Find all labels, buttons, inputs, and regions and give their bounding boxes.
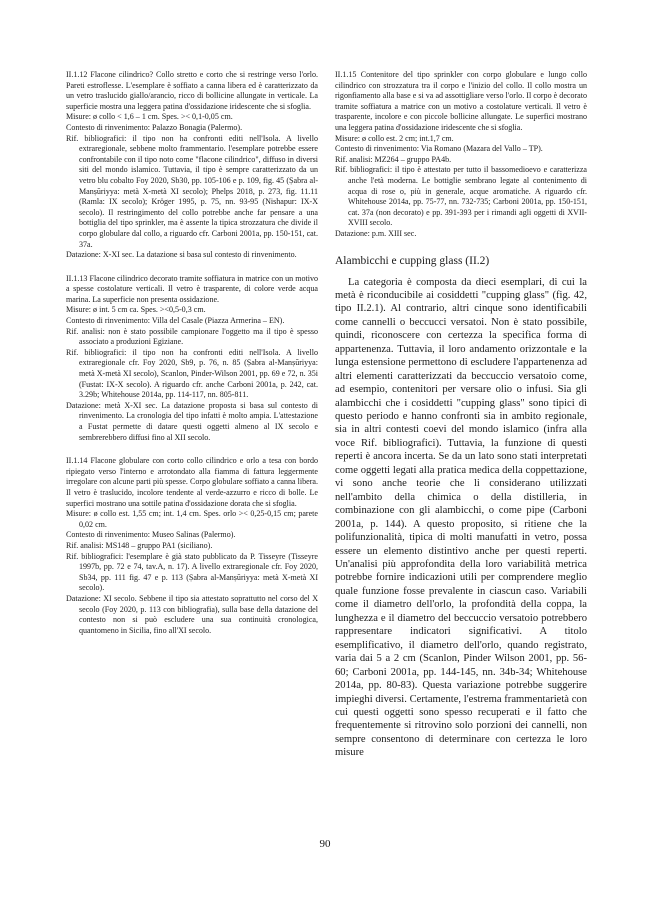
entry-measurements: Misure: ø collo < 1,6 – 1 cm. Spes. >< 0,1-0,05 cm. — [66, 112, 233, 122]
entry-dating: Datazione: metà X-XI sec. La datazione proposta si basa sul contesto di rinvenimento. La cronologia del tipo infatti è molto ampia. L'attestazione a Fustat permette di datare questi oggetti almeno al IX secolo e sembrerebbero diffusi fino al XII secolo. — [66, 400, 318, 442]
section-body-text: La categoria è composta da dieci esemplari, di cui la metà è riconducibile ai cosiddetti "cupping glass" (fig. 42, tipo II.2.1). Al contrario, altri cinque sono identificabili come cannelli o beccucci versatoi. Non è stato possibile, quindi, riconoscere con certezza la specifica forma di appartenenza. Tuttavia, il loro andamento orizzontale e la lunga estensione permettono di escludere l'appartenenza ad altri elementi caratterizzati da beccuccio versatoio come, ad esempio, contenitori per versare olio o infusi. Sia gli alambicchi che i cosiddetti "cupping glass" sono tipici di questo periodo e hanno confronti sia in ambito regionale, sia in altri contesti coevi del mondo islamico (infra alla voce Rif. bibliografici). Tuttavia, la funzione di questi reperti è ancora incerta. Se da un lato sono stati interpretati come oggetti legati alla pratica medica della coppettazione, vi sono anche teorie che li considerano utilizzati nell'ambito della chimica o della distilleria, in combinazione con gli alambicchi, o come pipe (Carboni 2001a, p. 144). A questo proposito, si ritiene che la polifunzionalità, tipica di molti manufatti in vetro, possa essere un elemento distintivo anche per questi reperti. Un'analisi più approfondita della loro variabilità metrica potrebbe fornire indicazioni utili per comprendere meglio quale funzione fosse prevalente in ciascun caso. Variabili come il diametro dell'orlo, la profondità della coppa, la lunghezza e il diametro del beccuccio versatoio potrebbero rappresentare indicatori significativi. A titolo esemplificativo, il diametro dell'orlo, quando registrato, varia dai 5 a 2 cm (Scanlon, Pinder Wilson 2001, pp. 56-60; Carboni 2001a, pp. 144-145, nn. 34b-34; Whitehouse 2014a, pp. 80-83). Questa variazione potrebbe suggerire impieghi diversi. Certamente, l'estrema frammentarietà con cui questi oggetti sono spesso recuperati e il fatto che frequentemente si ritrovino solo porzioni dei cannelli, non sempre consentono di determinare con certezza le loro misure — [335, 276, 587, 759]
left-column — [66, 70, 318, 649]
entry-bibliography: Rif. bibliografici: il tipo è attestato per tutto il bassomedioevo e caratterizza anche l'età moderna. Le bottiglie sembrano legate al contenimento di acqua di rose o, più in generale, acque aromatiche. A riguardo cfr. Whitehouse 2014a, pp. 75-77, nn. 732-735; Carboni 2001a, pp. 150-151, cat. 37a (non decorato) e pp. 391-393 per i rimandi agli oggetti di XVII-XVIII secolo. — [335, 165, 587, 228]
page-number: 90 — [319, 838, 331, 850]
entry-measurements: Misure: ø int. 5 cm ca. Spes. ><0,5-0,3 cm. — [66, 305, 206, 315]
entry-description: II.1.14 Flacone globulare con corto collo cilindrico e orlo a tesa con bordo ripiegato verso l'interno e arrotondato alla fiamma di fattura leggermente irregolare con alcune parti più spesse. Corpo globulare soffiato a canna libera. Il vetro è traslucido, incolore tendente al verde-azzurro e ricco di bolle. Le superfici mostrano una sottile patina d'ossidazione dorata che si sfoglia. — [66, 456, 318, 508]
section-heading: Alambicchi e cupping glass (II.2) — [335, 254, 490, 267]
catalog-entry-ii-1-13 — [66, 274, 318, 444]
catalog-entry-ii-1-14 — [66, 456, 318, 636]
entry-measurements: Misure: ø collo est. 2 cm; int.1,7 cm. — [335, 133, 454, 143]
catalog-entry-ii-1-15 — [335, 70, 587, 240]
entry-description: II.1.12 Flacone cilindrico? Collo stretto e corto che si restringe verso l'orlo. Pareti estroflesse. L'esemplare è soffiato a canna libera ed è caratterizzato da un vetro traslucido giallo/arancio, ricco di bollicine allungate in verticale. La superficie mostra una leggera patina d'ossidazione iridescente che si sfoglia. — [66, 70, 318, 111]
entry-analysis: Rif. analisi: non è stato possibile campionare l'oggetto ma il tipo è spesso associato a produzioni Egiziane. — [66, 326, 318, 347]
entry-bibliography: Rif. bibliografici: il tipo non ha confronti editi nell'Isola. A livello extraregionale cfr. Foy 2020, Sb9, p. 76, n. 85 (Ṣabra al-Manṣūriyya: metà X-metà XI secolo), Scanlon, Pinder-Wilson 2001, pp. 69 e 72, n. 35i (Fustat: IX-X secolo). A riguardo cfr. anche Carboni 2001a, p. 242, cat. 3.29b; Whitehouse 2014a, pp. 114-117, nn. 805-811. — [66, 347, 318, 400]
entry-analysis: Rif. analisi: MZ264 – gruppo PA4b. — [335, 154, 452, 164]
right-column — [335, 70, 587, 760]
catalog-entry-ii-1-12 — [66, 70, 318, 261]
entry-description: II.1.15 Contenitore del tipo sprinkler con corpo globulare e lungo collo cilindrico con strozzatura tra il corpo e l'inizio del collo. Il collo mostra un rigonfiamento alla base e si va ad assottigliare verso l'orlo. Il corpo è decorato tramite soffiatura a matrice con un motivo a costolature verticali. Il vetro è trasparente, incolore e con piccole bollicine allungate. Le superfici mostrano una leggera patina d'ossidazione iridescente che si sfoglia. — [335, 70, 587, 132]
entry-bibliography: Rif. bibliografici: l'esemplare è già stato pubblicato da P. Tisseyre (Tisseyre 1997b, pp. 72 e 74, tav.A, n. 17). A livello extraregionale cfr. Foy 2020, Sb34, pp. 111 fig. 47 e p. 113 (Ṣabra al-Manṣūriyya: metà X-metà XI secolo). — [66, 551, 318, 593]
entry-dating: Datazione: X-XI sec. La datazione si basa sul contesto di rinvenimento. — [66, 250, 297, 260]
entry-analysis: Rif. analisi: MS148 – gruppo PA1 (siciliano). — [66, 540, 213, 550]
entry-context: Contesto di rinvenimento: Via Romano (Mazara del Vallo – TP). — [335, 144, 543, 154]
entry-measurements: Misure: ø collo est. 1,55 cm; int. 1,4 cm. Spes. orlo >< 0,25-0,15 cm; parete 0,02 cm. — [66, 509, 318, 529]
entry-context: Contesto di rinvenimento: Museo Salinas (Palermo). — [66, 530, 236, 540]
entry-dating: Datazione: XI secolo. Sebbene il tipo sia attestato soprattutto nel corso del X secolo (Foy 2020, p. 113 con bibliografia), sulla base della datazione del contesto non si può escludere una sua continuità cronologica, quantomeno in Sicilia, fino all'XI secolo. — [66, 593, 318, 635]
entry-context: Contesto di rinvenimento: Villa del Casale (Piazza Armerina – EN). — [66, 316, 285, 326]
entry-description: II.1.13 Flacone cilindrico decorato tramite soffiatura in matrice con un motivo a spesse costolature verticali. Il vetro è trasparente, di colore verde acqua marina. La superficie non presenta ossidazione. — [66, 273, 318, 304]
entry-bibliography: Rif. bibliografici: il tipo non ha confronti editi nell'Isola. A livello extraregionale, sebbene molto frammentario. l'esemplare potrebbe essere confrontabile con il tipo noto come "flacone cilindrico", diffuso in diversi siti del mondo islamico. Tuttavia, il tipo è sempre caratterizzato da un vetro blu cobalto Foy 2020, Sb30, pp. 105-106 e p. 109, fig. 45 (Ṣabra al-Manṣūriyya: metà X-metà XI secolo); Phelps 2018, p. 273, fig. 11.11 (Ramla: IX secolo); Kröger 1995, p. 75, nn. 93-95 (Nishapur: IX-X secolo). Il restringimento del collo potrebbe anche far pensare a una bottiglia del tipo sprinkler, ma è assente la tipica strozzatura che divide il corpo globulare dal collo, a riguardo cfr. Carboni 2001a, pp. 150-151, cat. 37a. — [66, 133, 318, 249]
entry-context: Contesto di rinvenimento: Palazzo Bonagia (Palermo). — [66, 122, 243, 132]
entry-dating: Datazione: p.m. XIII sec. — [335, 228, 417, 238]
